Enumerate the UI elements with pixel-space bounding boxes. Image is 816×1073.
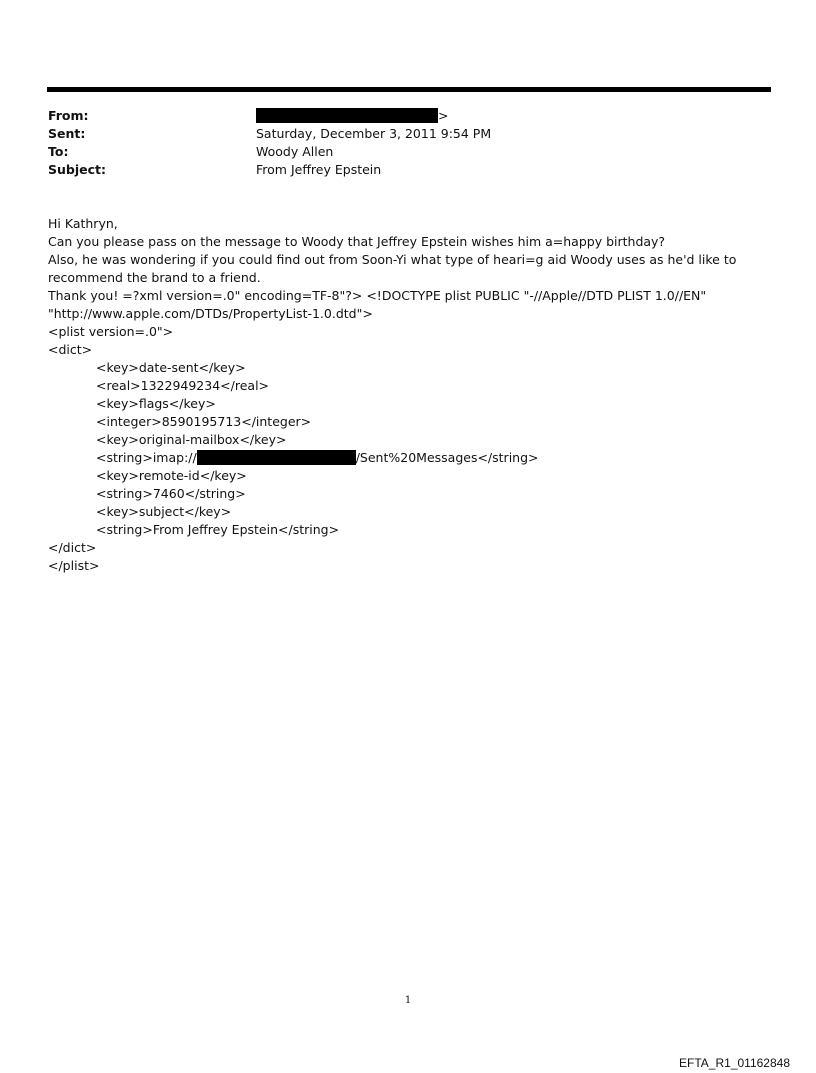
sent-row xyxy=(48,125,748,143)
subject-row xyxy=(48,161,748,179)
to-row xyxy=(48,143,748,161)
from-row xyxy=(48,107,748,125)
to-label: To: xyxy=(48,144,69,159)
dict-item: <key>date-sent</key> xyxy=(96,360,246,375)
dict-item: <string>7460</string> xyxy=(96,486,246,501)
dict-close-tag: </dict> xyxy=(48,540,97,555)
dict-item: <key>remote-id</key> xyxy=(96,468,247,483)
dict-item: <key>flags</key> xyxy=(96,396,216,411)
imap-suffix: /Sent%20Messages</string> xyxy=(355,450,539,465)
document-id: EFTA_R1_01162848 xyxy=(679,1056,790,1070)
page-number: 1 xyxy=(404,995,412,1006)
dict-open-tag: <dict> xyxy=(48,342,93,357)
subject-value: From Jeffrey Epstein xyxy=(256,162,382,177)
to-value: Woody Allen xyxy=(256,144,334,159)
dict-item: <string>From Jeffrey Epstein</string> xyxy=(96,522,340,537)
subject-label: Subject: xyxy=(48,162,106,177)
dict-item: <real>1322949234</real> xyxy=(96,378,270,393)
body-line: Thank you! =?xml version=.0" encoding=TF-8"?> <!DOCTYPE plist PUBLIC "-//Apple//DTD PLIST 1.0//EN" xyxy=(48,288,707,303)
header-rule xyxy=(47,87,771,92)
sent-label: Sent: xyxy=(48,126,86,141)
email-header xyxy=(48,107,748,179)
from-suffix: > xyxy=(438,108,449,123)
from-label: From: xyxy=(48,108,89,123)
plist-open-tag: <plist version=.0"> xyxy=(48,324,174,339)
dict-item: <key>original-mailbox</key> xyxy=(96,432,287,447)
email-body xyxy=(48,215,778,575)
dict-item: <integer>8590195713</integer> xyxy=(96,414,312,429)
body-line: Can you please pass on the message to Woody that Jeffrey Epstein wishes him a=happy birthday? xyxy=(48,234,666,249)
dict-item-imap xyxy=(48,449,778,467)
redaction-box xyxy=(197,450,356,465)
body-line: recommend the brand to a friend. xyxy=(48,270,261,285)
from-value xyxy=(256,107,448,125)
dict-item: <key>subject</key> xyxy=(96,504,232,519)
greeting: Hi Kathryn, xyxy=(48,216,118,231)
sent-value: Saturday, December 3, 2011 9:54 PM xyxy=(256,126,492,141)
imap-prefix: <string>imap:// xyxy=(96,450,197,465)
body-line: Also, he was wondering if you could find out from Soon-Yi what type of heari=g aid Woody uses as he'd like to xyxy=(48,252,737,267)
body-line: "http://www.apple.com/DTDs/PropertyList-1.0.dtd"> xyxy=(48,306,373,321)
redaction-box xyxy=(256,108,438,123)
plist-close-tag: </plist> xyxy=(48,558,100,573)
